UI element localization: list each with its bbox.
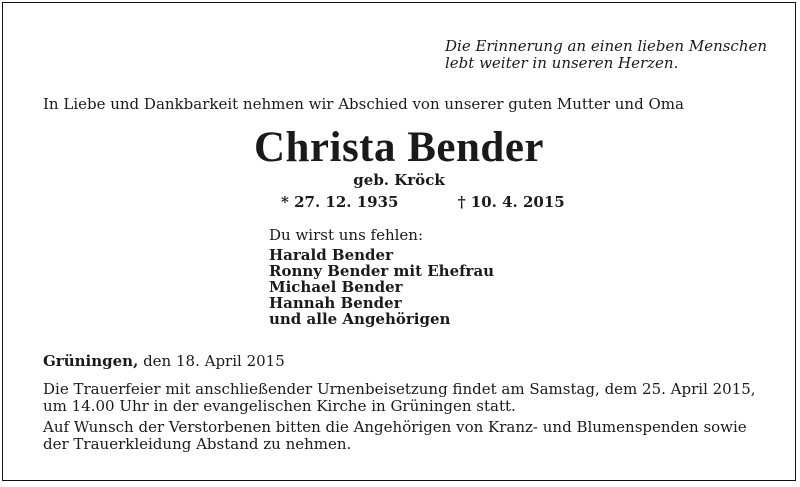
- mourner-name: Harald Bender: [269, 246, 393, 264]
- maiden-name: geb. Kröck: [353, 171, 445, 189]
- donation-wish: Auf Wunsch der Verstorbenen bitten die Angehörigen von Kranz- und Blumenspenden sowie der Trauerkleidung Abstand zu nehmen.: [43, 418, 747, 453]
- quote-line-1: Die Erinnerung an einen lieben Menschen: [445, 37, 768, 55]
- mourner-name: Ronny Bender mit Ehefrau: [269, 262, 495, 280]
- mourner-name: und alle Angehörigen: [269, 310, 451, 328]
- place-town: Grüningen,: [43, 352, 139, 370]
- funeral-info: Die Trauerfeier mit anschließender Urnenbeisetzung findet am Samstag, dem 25. April 2015, um 14.00 Uhr in der evangelischen Kirche in Grüningen statt.: [43, 380, 756, 415]
- mourners-block: [269, 227, 494, 327]
- quote-line-2: lebt weiter in unseren Herzen.: [445, 54, 679, 72]
- obituary-card: [2, 2, 796, 481]
- life-dates: [281, 193, 565, 211]
- memorial-quote: [445, 38, 767, 72]
- mourner-name: Michael Bender: [269, 278, 403, 296]
- mourners-list: [269, 247, 494, 327]
- intro-text: In Liebe und Dankbarkeit nehmen wir Abschied von unserer guten Mutter und Oma: [43, 95, 684, 113]
- place-date: den 18. April 2015: [143, 352, 285, 370]
- mourners-lead: Du wirst uns fehlen:: [269, 226, 424, 244]
- mourner-name: Hannah Bender: [269, 294, 402, 312]
- place-and-date: [43, 352, 285, 370]
- death-date: † 10. 4. 2015: [457, 193, 565, 211]
- birth-date: * 27. 12. 1935: [281, 193, 399, 211]
- deceased-name: Christa Bender: [253, 124, 545, 171]
